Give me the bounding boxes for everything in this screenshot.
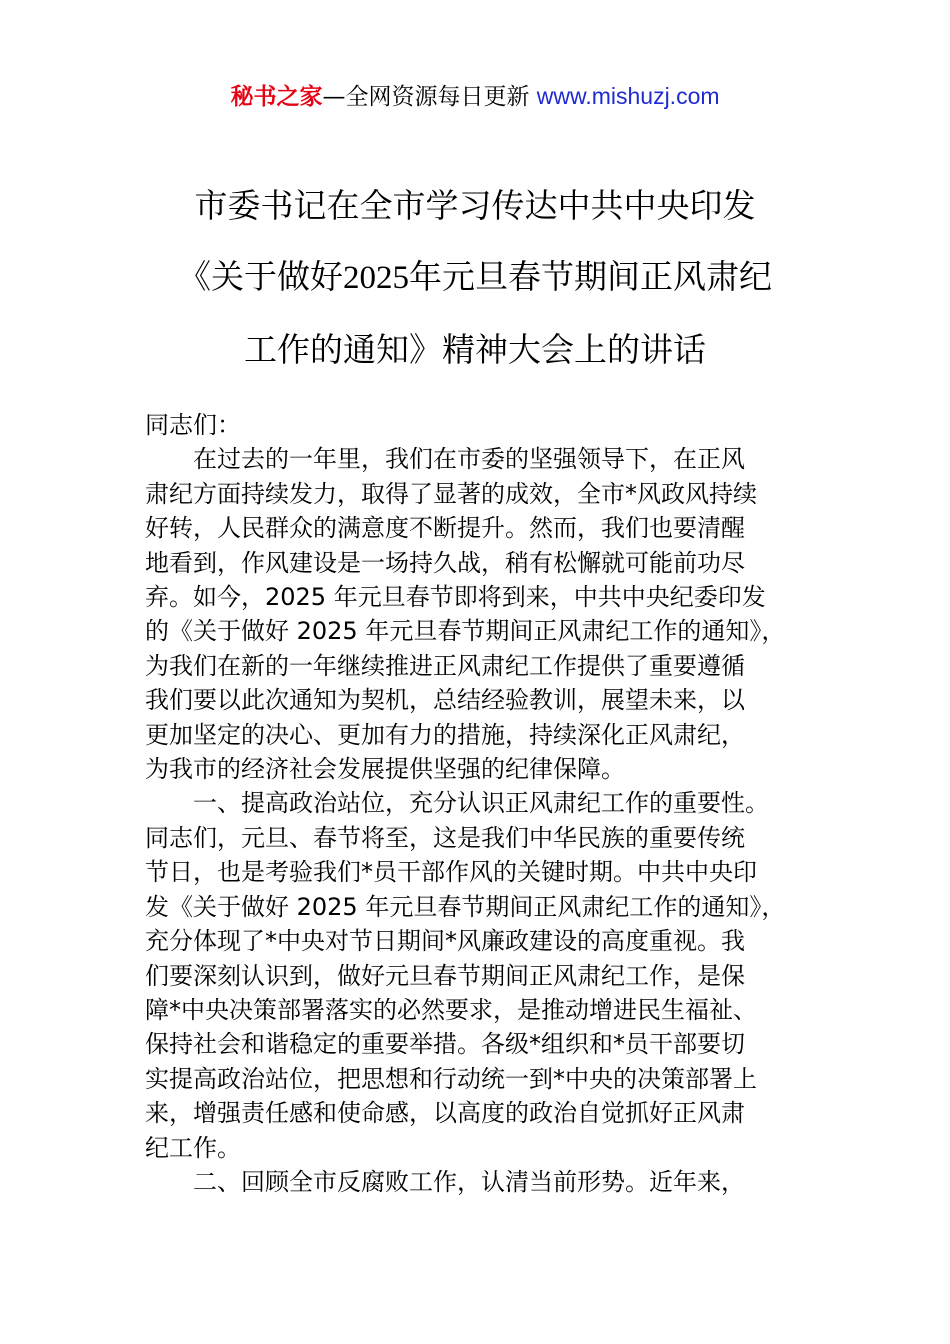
paragraph-1-line: 地看到，作风建设是一场持久战，稍有松懈就可能前功尽 (145, 548, 745, 577)
title-line-2-end: 年元旦春节期间正风肃纪 (409, 257, 772, 296)
paragraph-2-line: 障*中央决策部署落实的必然要求，是推动增进民生福祉、 (145, 995, 757, 1024)
paragraph-1-line: 为我市的经济社会发展提供坚强的纪律保障。 (145, 755, 625, 784)
document-title (140, 170, 810, 385)
paragraph-2-line: 来，增强责任感和使命感，以高度的政治自觉抓好正风肃 (145, 1099, 745, 1128)
title-year: 2025 (343, 260, 409, 296)
site-tagline: —全网资源每日更新 (322, 84, 530, 110)
title-line-2-start: 《关于做好 (178, 257, 343, 296)
site-url-link[interactable]: www.mishuzj.com (536, 83, 720, 109)
paragraph-1-line: 好转，人民群众的满意度不断提升。然而，我们也要清醒 (145, 514, 745, 543)
paragraph-2-line: 充分体现了*中央对节日期间*风廉政建设的高度重视。我 (145, 927, 745, 956)
site-brand: 秘书之家 (230, 84, 323, 110)
paragraph-2-line: 保持社会和谐稳定的重要举措。各级*组织和*员干部要切 (145, 1030, 745, 1059)
paragraph-1-line: 在过去的一年里，我们在市委的坚强领导下，在正风 (193, 445, 745, 474)
salutation: 同志们： (145, 411, 241, 439)
title-line-1: 市委书记在全市学习传达中共中央印发 (194, 186, 756, 225)
paragraph-2-line: 纪工作。 (145, 1133, 241, 1162)
document-body (145, 408, 815, 1199)
section-2-heading: 二、回顾全市反腐败工作，认清当前形势。近年来， (193, 1167, 745, 1196)
paragraph-2-line: 发《关于做好 2025 年元旦春节期间正风肃纪工作的通知》， (145, 892, 786, 921)
paragraph-1-line: 我们要以此次通知为契机，总结经验教训，展望未来，以 (145, 686, 745, 715)
paragraph-1-line: 弃。如今，2025 年元旦春节即将到来，中共中央纪委印发 (145, 583, 766, 612)
paragraph-2-line: 实提高政治站位，把思想和行动统一到*中央的决策部署上 (145, 1064, 757, 1093)
paragraph-1-line: 肃纪方面持续发力，取得了显著的成效，全市*风政风持续 (145, 479, 757, 508)
paragraph-2-line: 同志们，元旦、春节将至，这是我们中华民族的重要传统 (145, 823, 745, 852)
section-1-heading: 一、提高政治站位，充分认识正风肃纪工作的重要性。 (193, 789, 769, 818)
paragraph-1-line: 的《关于做好 2025 年元旦春节期间正风肃纪工作的通知》， (145, 617, 786, 646)
title-line-3: 工作的通知》精神大会上的讲话 (244, 330, 706, 369)
title-line-2 (140, 241, 810, 314)
paragraph-1-line: 为我们在新的一年继续推进正风肃纪工作提供了重要遵循 (145, 651, 745, 680)
paragraph-2-line: 们要深刻认识到，做好元旦春节期间正风肃纪工作，是保 (145, 961, 745, 990)
site-header (0, 80, 950, 113)
paragraph-1-line: 更加坚定的决心、更加有力的措施，持续深化正风肃纪， (145, 720, 745, 749)
paragraph-2-line: 节日，也是考验我们*员干部作风的关键时期。中共中央印 (145, 858, 757, 887)
